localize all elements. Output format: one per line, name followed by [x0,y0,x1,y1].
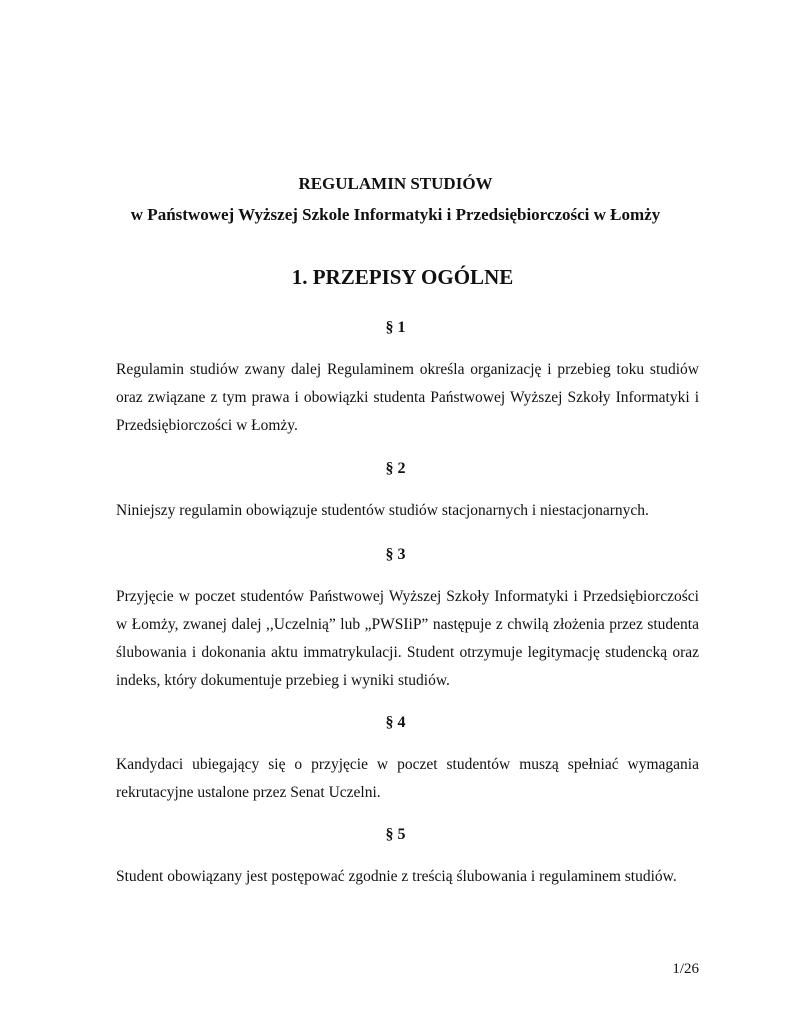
section-mark: § 5 [385,826,406,843]
document-title: REGULAMIN STUDIÓW [298,174,493,193]
page-number: 1/26 [672,961,699,977]
section-mark: § 1 [385,319,406,336]
section-mark: § 2 [385,460,406,477]
section-mark: § 4 [385,714,406,731]
section-paragraph: Kandydaci ubiegający się o przyjęcie w poczet studentów muszą spełniać wymagania rekrutacyjne ustalone przez Senat Uczelni. [116,756,699,801]
chapter-heading: 1. PRZEPISY OGÓLNE [291,265,514,289]
section-paragraph: Niniejszy regulamin obowiązuje studentów studiów stacjonarnych i niestacjonarnych. [116,502,649,519]
document-subtitle: w Państwowej Wyższej Szkole Informatyki i Przedsiębiorczości w Łomży [130,205,661,224]
section-paragraph: Regulamin studiów zwany dalej Regulaminem określa organizację i przebieg toku studiów oraz związane z tym prawa i obowiązki studenta Państwowej Wyższej Szkoły Informatyki i Przedsiębiorczości w Łomży. [116,361,699,434]
section-paragraph: Student obowiązany jest postępować zgodnie z treścią ślubowania i regulaminem studiów. [116,868,677,885]
section-mark: § 3 [385,546,406,563]
section-paragraph: Przyjęcie w poczet studentów Państwowej Wyższej Szkoły Informatyki i Przedsiębiorczości w Łomży, zwanej dalej ,,Uczelnią” lub „PWSIiP” następuje z chwilą złożenia przez studenta ślubowania i dokonania aktu immatrykulacji. Student otrzymuje legitymację studencką oraz indeks, który dokumentuje przebieg i wyniki studiów. [116,588,699,689]
